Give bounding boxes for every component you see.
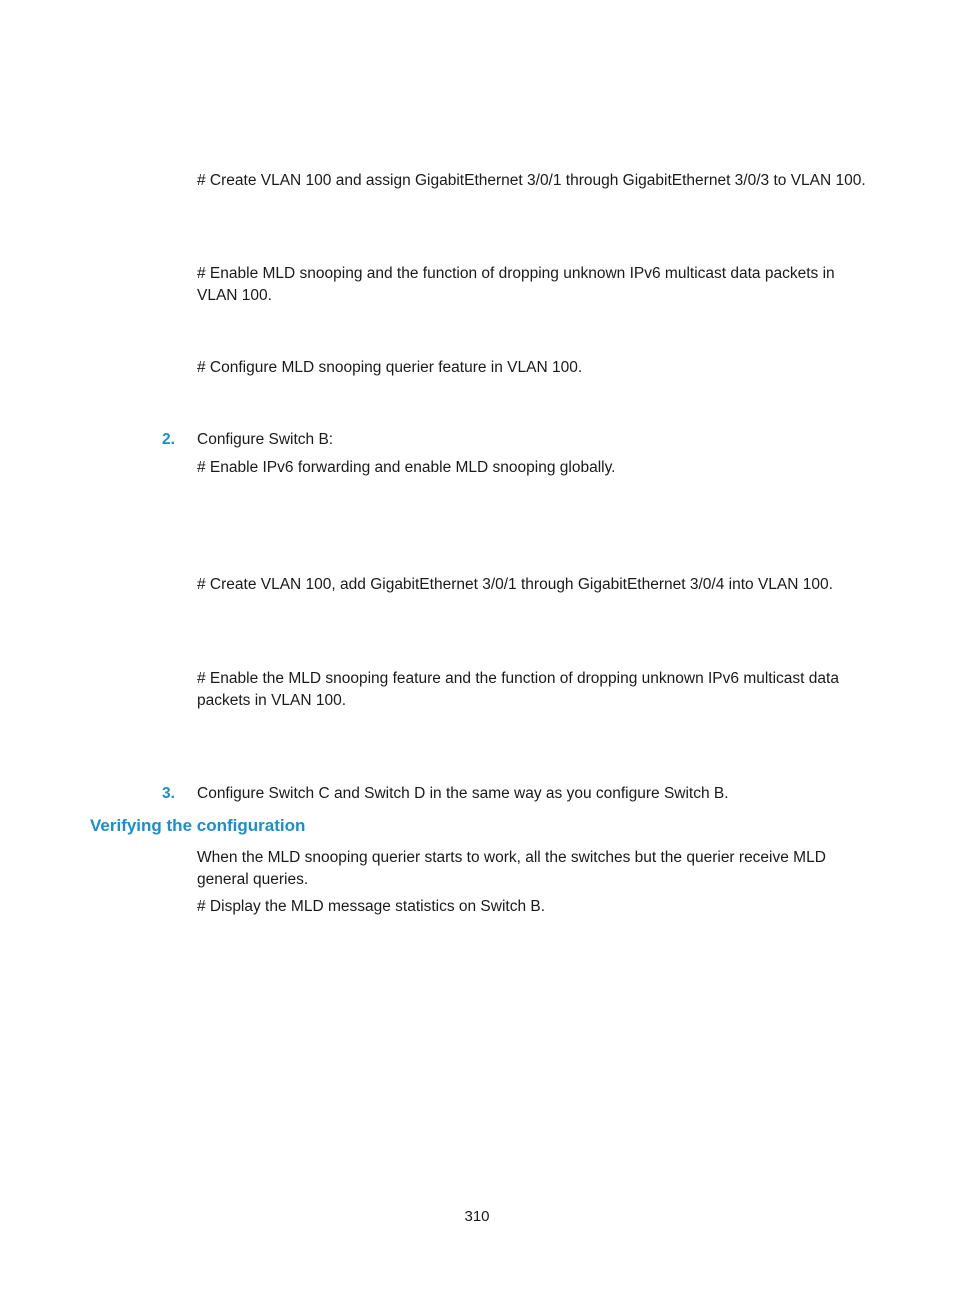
- paragraph-ipv6-forwarding-switch-b: # Enable IPv6 forwarding and enable MLD snooping globally.: [197, 459, 616, 476]
- step-number-2: 2.: [162, 431, 175, 448]
- paragraph-display-stats: # Display the MLD message statistics on Switch B.: [197, 898, 546, 915]
- step-number-3: 3.: [162, 785, 175, 802]
- paragraph-verify-intro: When the MLD snooping querier starts to work, all the switches but the querier receive MLD general queries.: [197, 849, 826, 888]
- section-heading-verifying: Verifying the configuration: [90, 816, 306, 835]
- paragraph-enable-mld-switch-a: # Enable MLD snooping and the function of dropping unknown IPv6 multicast data packets in VLAN 100.: [197, 265, 835, 304]
- step-text-configure-switch-c-d: Configure Switch C and Switch D in the same way as you configure Switch B.: [197, 785, 729, 802]
- step-text-configure-switch-b: Configure Switch B:: [197, 431, 334, 448]
- paragraph-create-vlan-switch-b: # Create VLAN 100, add GigabitEthernet 3/0/1 through GigabitEthernet 3/0/4 into VLAN 100.: [197, 576, 833, 593]
- paragraph-create-vlan-switch-a: # Create VLAN 100 and assign GigabitEthernet 3/0/1 through GigabitEthernet 3/0/3 to VLAN 100.: [197, 172, 866, 189]
- paragraph-querier-switch-a: # Configure MLD snooping querier feature in VLAN 100.: [197, 359, 583, 376]
- paragraph-enable-mld-switch-b: # Enable the MLD snooping feature and the function of dropping unknown IPv6 multicast data packets in VLAN 100.: [197, 670, 839, 709]
- page-number: 310: [464, 1208, 490, 1225]
